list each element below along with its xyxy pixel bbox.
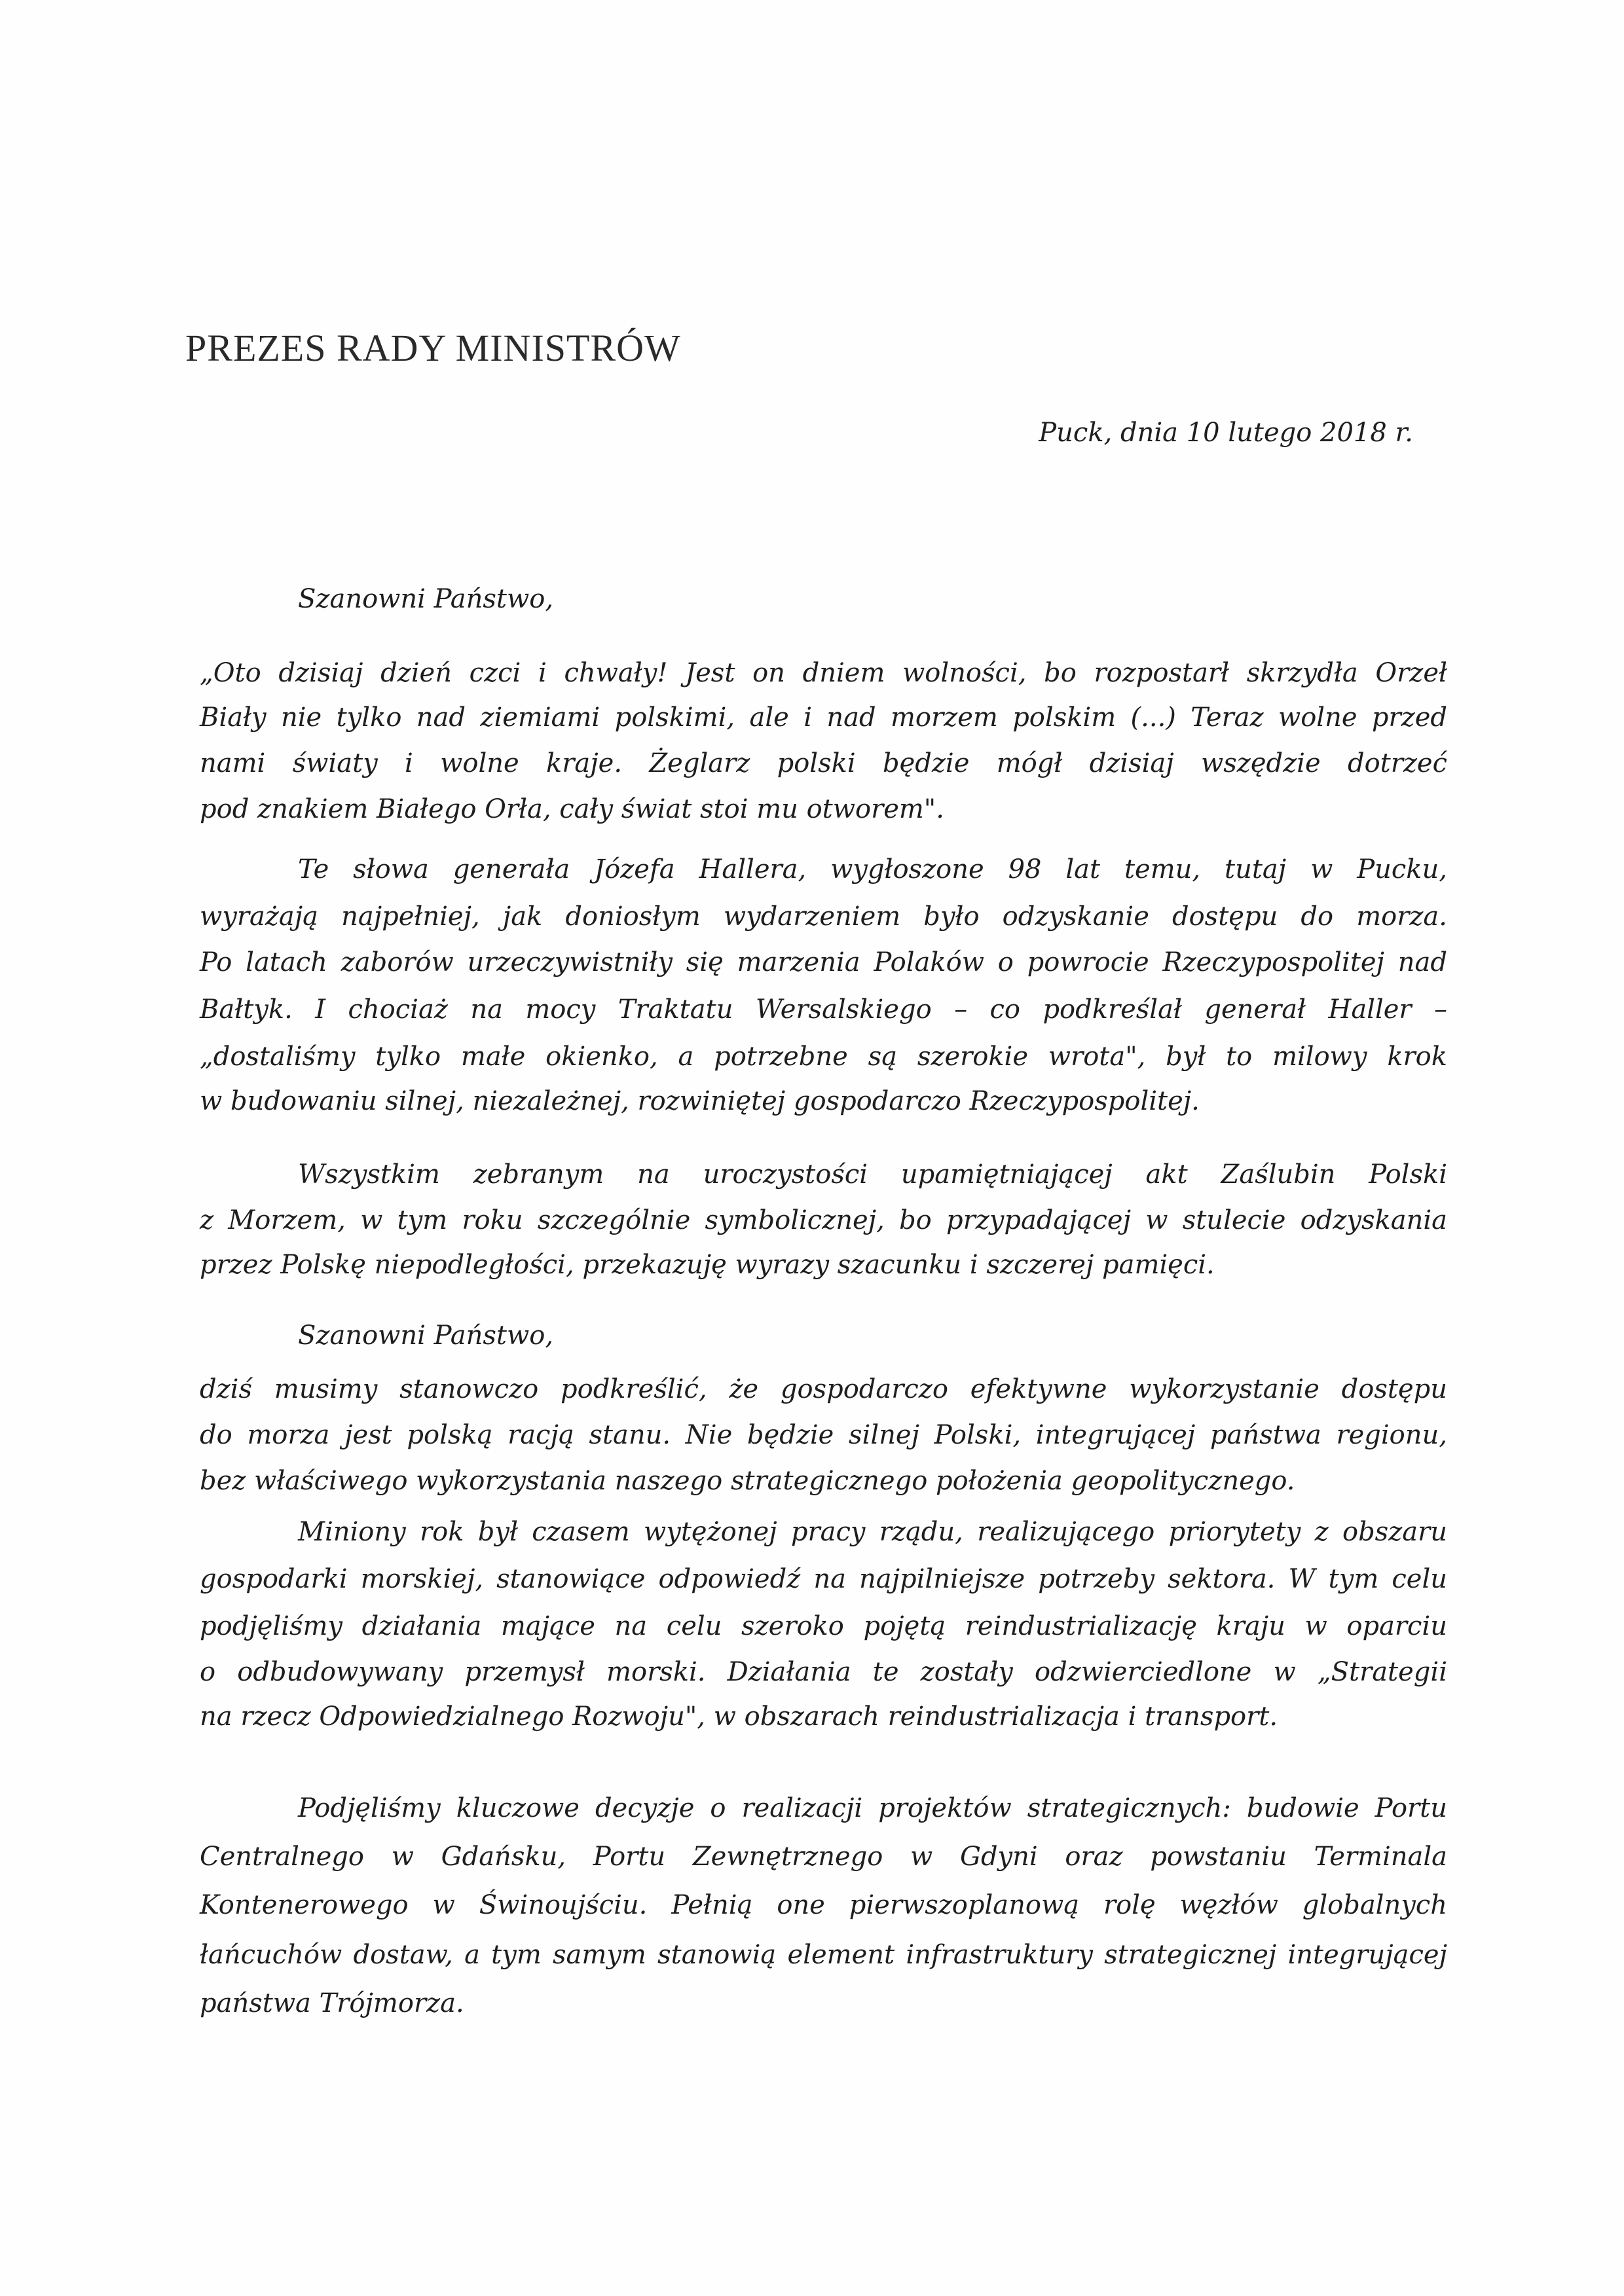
paragraph-line: Bałtyk. I chociaż na mocy Traktatu Wersalskiego – co podkreślał generał Haller – bbox=[200, 994, 1447, 1025]
paragraph-line: dziś musimy stanowczo podkreślić, że gospodarczo efektywne wykorzystanie dostępu bbox=[200, 1374, 1447, 1404]
paragraph-line: Kontenerowego w Świnoujściu. Pełnią one pierwszoplanową rolę węzłów globalnych bbox=[200, 1890, 1447, 1920]
paragraph-line: Wszystkim zebranym na uroczystości upamiętniającej akt Zaślubin Polski bbox=[298, 1159, 1447, 1190]
paragraph-line: Biały nie tylko nad ziemiami polskimi, ale i nad morzem polskim (...) Teraz wolne przed bbox=[200, 702, 1447, 733]
paragraph-line: gospodarki morskiej, stanowiące odpowiedź na najpilniejsze potrzeby sektora. W tym celu bbox=[200, 1564, 1447, 1594]
paragraph-line: Podjęliśmy kluczowe decyzje o realizacji projektów strategicznych: budowie Portu bbox=[298, 1793, 1447, 1823]
paragraph-line: przez Polskę niepodległości, przekazuję wyrazy szacunku i szczerej pamięci. bbox=[200, 1250, 1215, 1280]
paragraph-line: pod znakiem Białego Orła, cały świat stoi mu otworem". bbox=[200, 794, 944, 824]
letterhead-title: PREZES RADY MINISTRÓW bbox=[185, 327, 681, 369]
paragraph-line: bez właściwego wykorzystania naszego strategicznego położenia geopolitycznego. bbox=[200, 1466, 1295, 1496]
paragraph-line: państwa Trójmorza. bbox=[200, 1988, 464, 2018]
paragraph-line: łańcuchów dostaw, a tym samym stanowią element infrastruktury strategicznej integrującej bbox=[200, 1940, 1447, 1970]
paragraph-line: „dostaliśmy tylko małe okienko, a potrzebne są szerokie wrota", był to milowy krok bbox=[200, 1042, 1447, 1072]
salutation-second: Szanowni Państwo, bbox=[298, 1321, 554, 1351]
paragraph-line: do morza jest polską racją stanu. Nie będzie silnej Polski, integrującej państwa regionu, bbox=[200, 1420, 1447, 1450]
paragraph-line: Po latach zaborów urzeczywistniły się marzenia Polaków o powrocie Rzeczypospolitej nad bbox=[200, 947, 1447, 977]
paragraph-line: podjęliśmy działania mające na celu szeroko pojętą reindustrializację kraju w oparciu bbox=[200, 1611, 1447, 1641]
paragraph-line: nami światy i wolne kraje. Żeglarz polski będzie mógł dzisiaj wszędzie dotrzeć bbox=[200, 748, 1447, 778]
paragraph-line: na rzecz Odpowiedzialnego Rozwoju", w obszarach reindustrializacja i transport. bbox=[200, 1702, 1278, 1732]
paragraph-line: o odbudowywany przemysł morski. Działania te zostały odzwierciedlone w „Strategii bbox=[200, 1657, 1447, 1687]
paragraph-line: z Morzem, w tym roku szczególnie symbolicznej, bo przypadającej w stulecie odzyskania bbox=[200, 1205, 1447, 1235]
paragraph-line: wyrażają najpełniej, jak doniosłym wydarzeniem było odzyskanie dostępu do morza. bbox=[200, 902, 1447, 932]
paragraph-line: Miniony rok był czasem wytężonej pracy rządu, realizującego priorytety z obszaru bbox=[298, 1517, 1447, 1547]
salutation: Szanowni Państwo, bbox=[298, 584, 554, 614]
paragraph-line: Te słowa generała Józefa Hallera, wygłoszone 98 lat temu, tutaj w Pucku, bbox=[298, 854, 1447, 884]
paragraph-line: „Oto dzisiaj dzień czci i chwały! Jest on dniem wolności, bo rozpostarł skrzydła Orzeł bbox=[200, 658, 1447, 688]
place-and-date: Puck, dnia 10 lutego 2018 r. bbox=[1039, 418, 1413, 448]
paragraph-line: Centralnego w Gdańsku, Portu Zewnętrznego w Gdyni oraz powstaniu Terminala bbox=[200, 1842, 1447, 1872]
paragraph-line: w budowaniu silnej, niezależnej, rozwiniętej gospodarczo Rzeczypospolitej. bbox=[200, 1086, 1200, 1116]
